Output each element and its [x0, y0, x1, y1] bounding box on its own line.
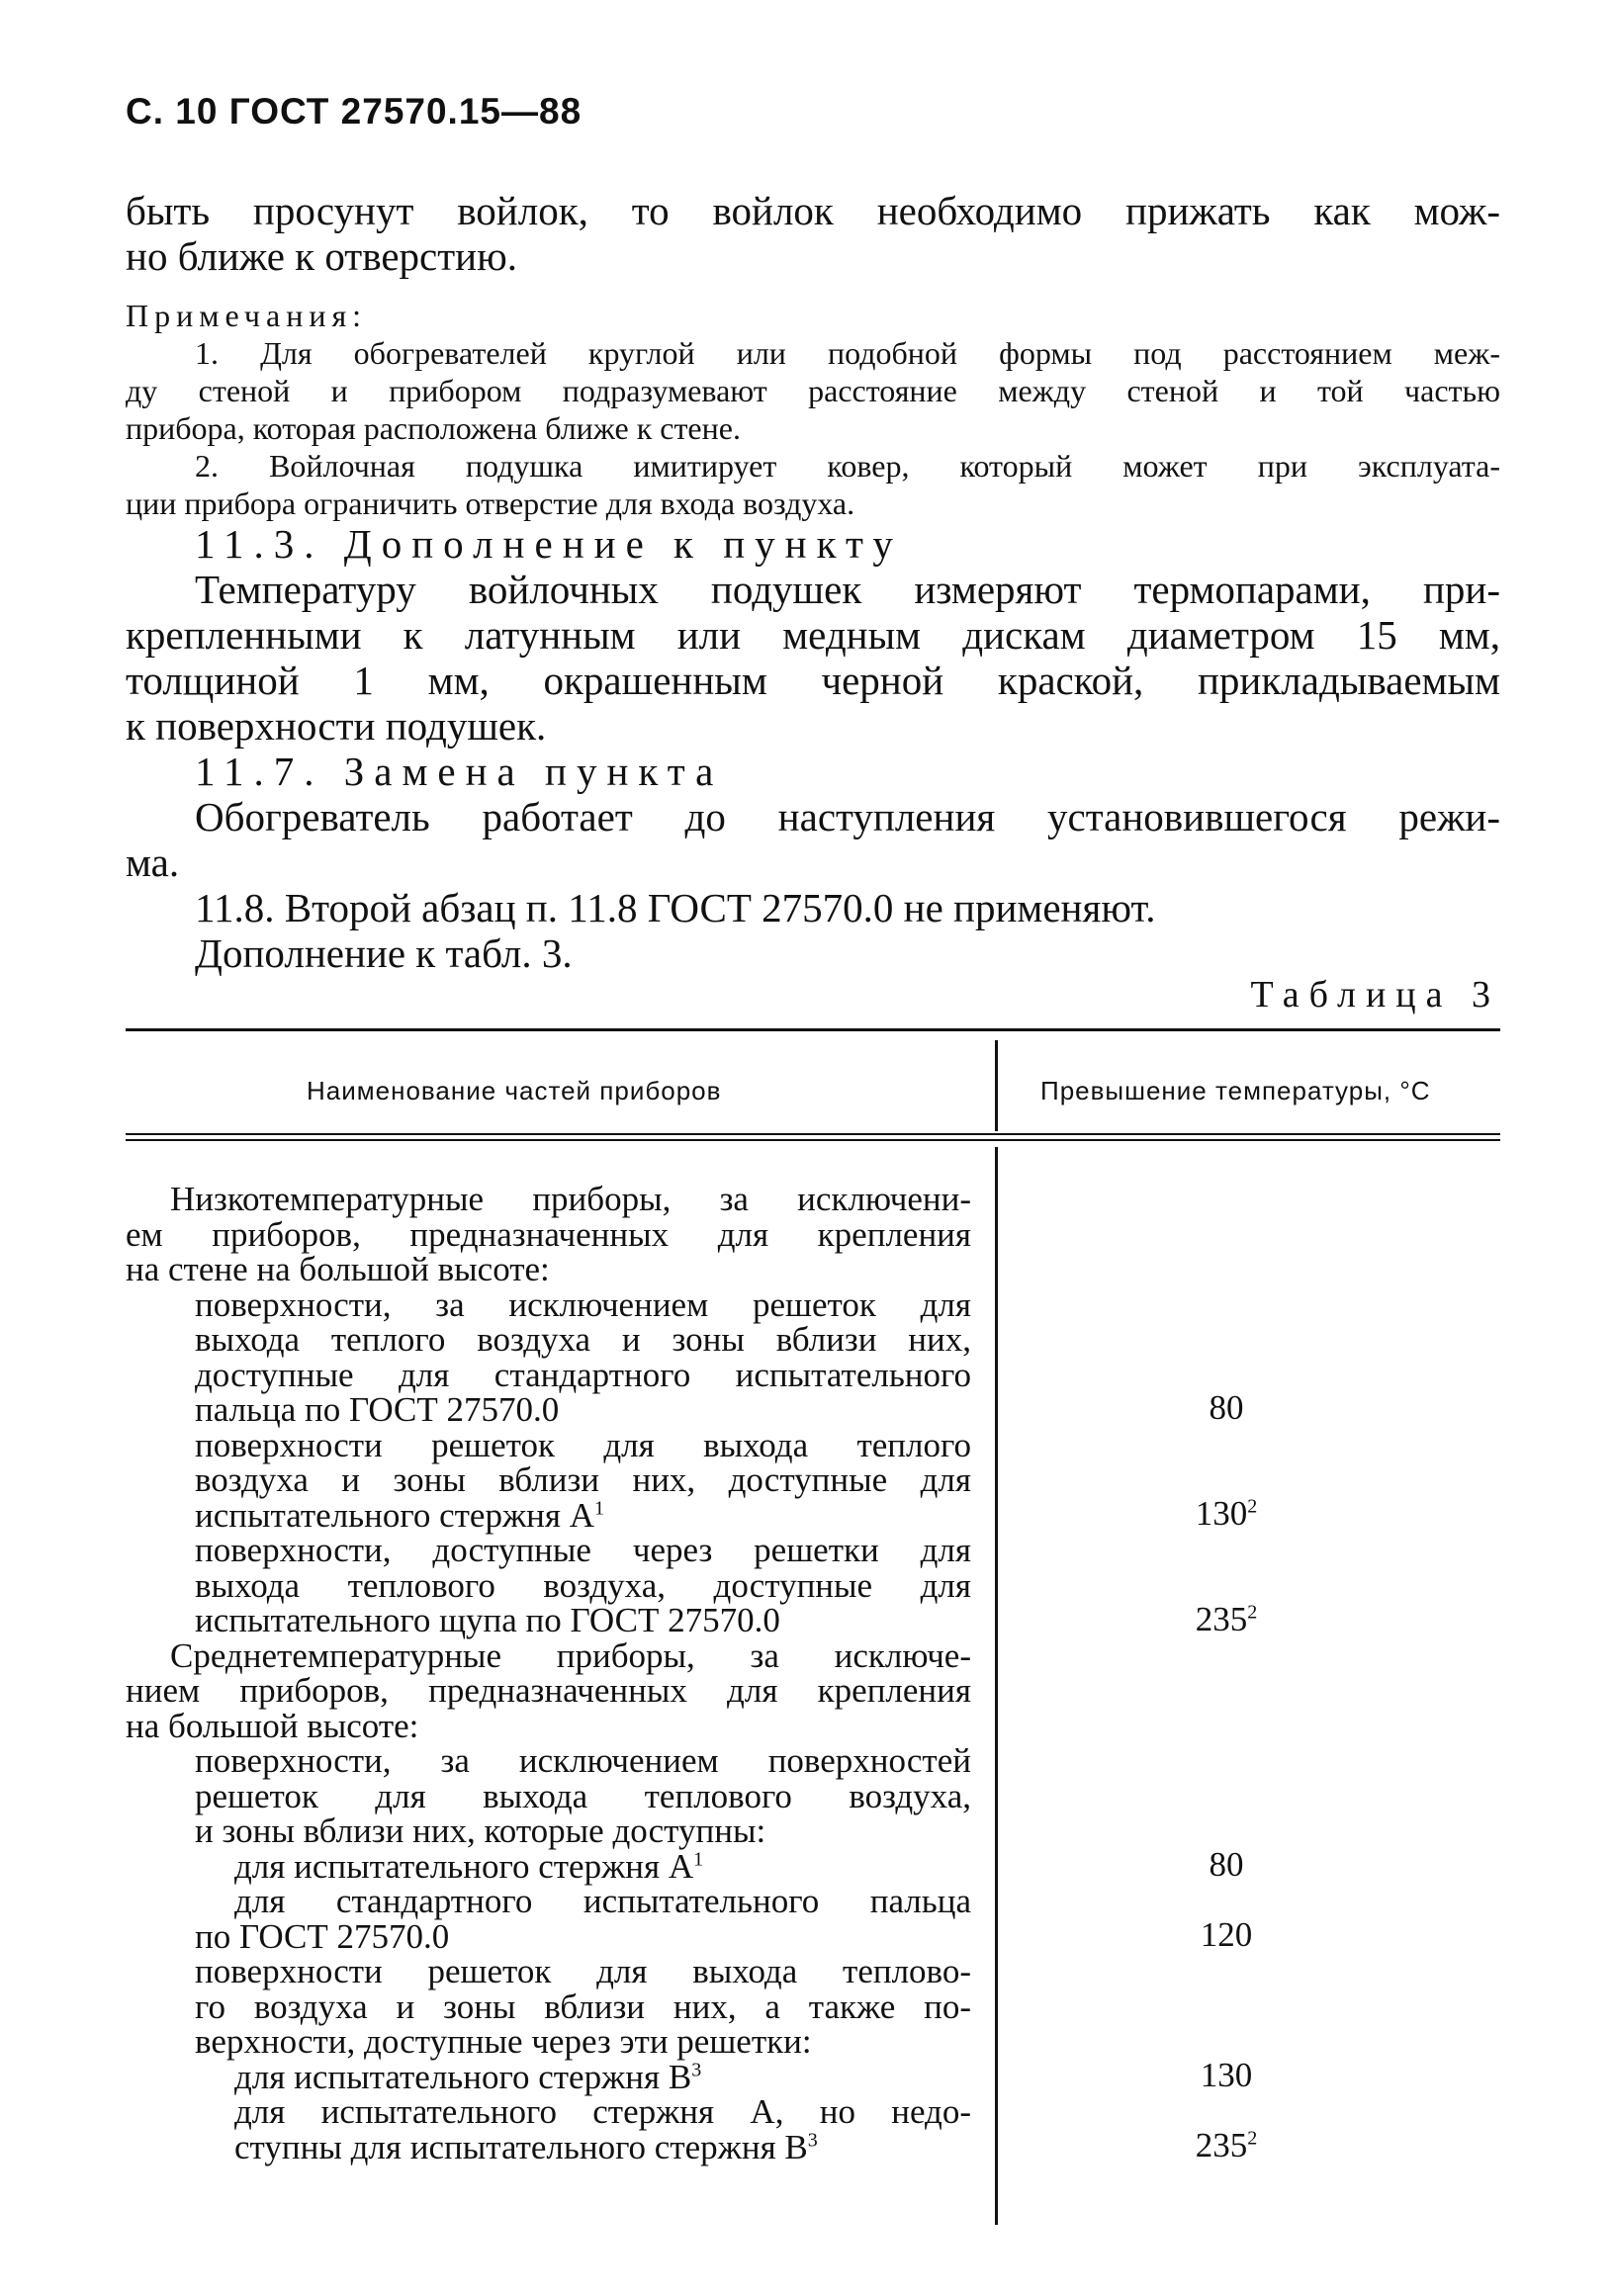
- value-text: 120: [1200, 1915, 1253, 1954]
- value-text: 80: [1209, 1388, 1244, 1427]
- table-row: на стене на большой высоте:: [126, 1250, 550, 1288]
- footnote-mark: 1: [594, 1496, 604, 1519]
- table-row: по ГОСТ 27570.0: [195, 1916, 450, 1956]
- table-title: Таблица 3: [1250, 974, 1500, 1016]
- table-row: воздуха и зоны вблизи них, доступные для: [195, 1460, 971, 1499]
- table-column-divider: [995, 1040, 998, 1131]
- page-header: С. 10 ГОСТ 27570.15—88: [126, 91, 583, 132]
- table-row: для испытательного стержня А: [234, 1846, 694, 1886]
- footnote-mark: 3: [807, 2128, 818, 2151]
- table-row: на большой высоте:: [126, 1706, 419, 1745]
- table-row: Низкотемпературные приборы, за исключени-: [170, 1180, 971, 1218]
- table-row: испытательного щупа по ГОСТ 27570.0: [195, 1601, 780, 1639]
- column-header-parts: Наименование частей приборов: [307, 1076, 722, 1105]
- table-row: выхода теплового воздуха, доступные для: [195, 1565, 971, 1605]
- table-row: пальца по ГОСТ 27570.0: [195, 1390, 560, 1429]
- temperature-value: [1137, 2126, 1315, 2165]
- section-11-8: 11.8. Второй абзац п. 11.8 ГОСТ 27570.0 не применяют.: [195, 885, 1156, 930]
- value-text: 235: [1195, 2126, 1248, 2164]
- note-line: прибора, которая расположена ближе к стене.: [126, 410, 741, 446]
- table-header-rule: [126, 1133, 1500, 1135]
- table-row: доступные для стандартного испытательного: [195, 1355, 971, 1394]
- table-row-wrap: [126, 1495, 971, 1535]
- table-header-rule: [126, 1139, 1500, 1141]
- section-line: Обогреватель работает до наступления установившегося режи-: [195, 794, 1500, 839]
- footnote-mark: 2: [1247, 2127, 1258, 2150]
- table-row-wrap: [126, 2127, 971, 2166]
- table-row: выхода теплого воздуха и зоны вблизи них,: [195, 1320, 971, 1359]
- section-heading: 11.7. Замена пункта: [195, 749, 724, 794]
- table-column-divider: [995, 1147, 998, 2225]
- table-row: испытательного стержня А: [195, 1495, 594, 1535]
- table-addition: Дополнение к табл. 3.: [195, 930, 573, 976]
- intro-paragraph: [126, 188, 1500, 279]
- note-line: 1. Для обогревателей круглой или подобной формы под расстоянием меж-: [195, 335, 1500, 371]
- section-line: Температуру войлочных подушек измеряют термопарами, при-: [195, 567, 1500, 612]
- value-text: 235: [1195, 1600, 1248, 1638]
- table-row: для испытательного стержня А, но недо-: [234, 2092, 971, 2131]
- temperature-value: [1137, 1845, 1315, 1885]
- notes-block: [126, 297, 1500, 522]
- section-11-3: [126, 521, 1500, 749]
- value-text: 130: [1195, 1494, 1248, 1533]
- table-row: поверхности, доступные через решетки для: [195, 1531, 971, 1569]
- table-row: ступны для испытательного стержня В: [234, 2127, 808, 2166]
- note-line: ду стеной и прибором подразумевают расстояние между стеной и той частью: [126, 373, 1500, 408]
- table-row: и зоны вблизи них, которые доступны:: [195, 1811, 766, 1850]
- table-row: для стандартного испытательного пальца: [234, 1882, 971, 1920]
- temperature-value: [1137, 1494, 1315, 1534]
- temperature-value: [1137, 1388, 1315, 1428]
- temperature-value: [1137, 1600, 1315, 1639]
- table-row: решеток для выхода теплового воздуха,: [195, 1776, 971, 1815]
- temperature-value: [1137, 2056, 1315, 2095]
- footnote-mark: 1: [693, 1847, 704, 1870]
- footnote-mark: 2: [1247, 1495, 1258, 1518]
- table-parts-column: [126, 1182, 971, 2164]
- notes-title: Примечания:: [126, 298, 368, 333]
- section-heading: 11.3. Дополнение к пункту: [195, 521, 903, 567]
- table-row: поверхности решеток для выхода теплово-: [195, 1952, 971, 1990]
- table-row-wrap: [126, 2057, 971, 2096]
- table-row: Среднетемпературные приборы, за исключе-: [170, 1635, 971, 1675]
- table-row: ем приборов, предназначенных для крепления: [126, 1214, 971, 1254]
- note-line: ции прибора ограничить отверстие для входа воздуха.: [126, 486, 855, 521]
- table-row: нием приборов, предназначенных для крепления: [126, 1671, 971, 1710]
- table-row: для испытательного стержня В: [234, 2057, 692, 2096]
- footnote-mark: 2: [1247, 1601, 1258, 1624]
- table-top-rule: [126, 1028, 1500, 1031]
- footnote-mark: 3: [691, 2058, 702, 2080]
- table-row: верхности, доступные через эти решетки:: [195, 2022, 812, 2061]
- value-text: 80: [1209, 1845, 1244, 1884]
- intro-line: быть просунут войлок, то войлок необходимо прижать как мож-: [126, 188, 1500, 233]
- temperature-value: [1137, 1915, 1315, 1955]
- section-line: к поверхности подушек.: [126, 703, 547, 749]
- section-line: ма.: [126, 839, 180, 885]
- note-line: 2. Войлочная подушка имитирует ковер, который может при эксплуата-: [195, 448, 1500, 484]
- table-row: поверхности решеток для выхода теплого: [195, 1425, 971, 1464]
- section-line: толщиной 1 мм, окрашенным черной краской, прикладываемым: [126, 658, 1500, 703]
- section-11-7: [126, 749, 1500, 885]
- table-row: поверхности, за исключением поверхностей: [195, 1741, 971, 1780]
- value-text: 130: [1200, 2056, 1253, 2094]
- table-row: поверхности, за исключением решеток для: [195, 1284, 971, 1324]
- table-row-wrap: [126, 1846, 971, 1886]
- table-row: го воздуха и зоны вблизи них, а также по-: [195, 1987, 971, 2026]
- section-line: крепленными к латунным или медным дискам диаметром 15 мм,: [126, 612, 1500, 658]
- column-header-temperature: Превышение температуры, °С: [1040, 1076, 1431, 1105]
- intro-line: но ближе к отверстию.: [126, 233, 517, 279]
